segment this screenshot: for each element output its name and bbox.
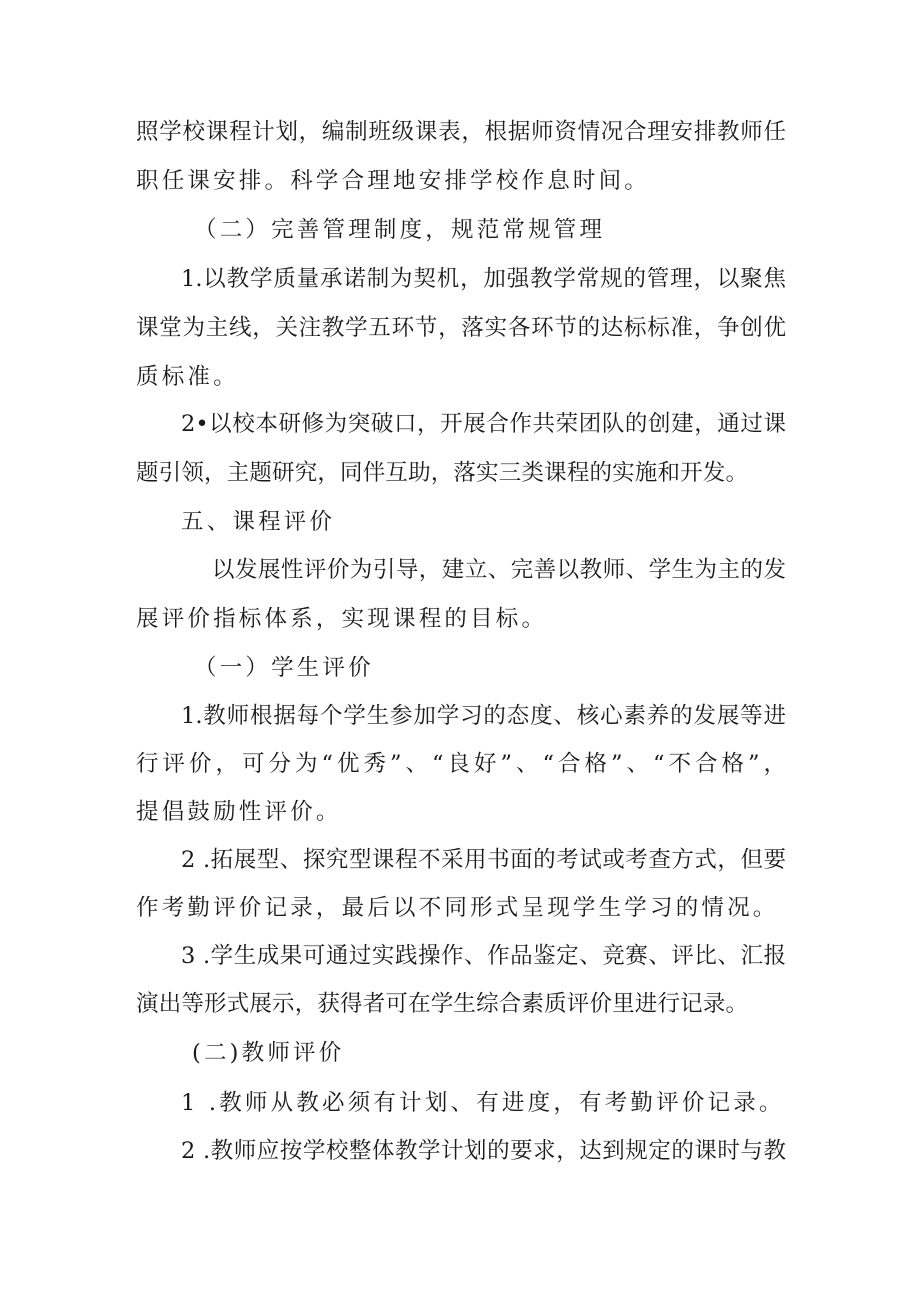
paragraph-line: 3 .学生成果可通过实践操作、作品鉴定、竞赛、评比、汇报 [181,943,786,969]
paragraph-line: 2•以校本研修为突破口，开展合作共荣团队的创建，通过课 [181,411,786,437]
paragraph-line: 作考勤评价记录，最后以不同形式呈现学生学习的情况。 [136,895,779,921]
paragraph-line: 照学校课程计划，编制班级课表，根据师资情况合理安排教师任 [136,119,786,145]
paragraph-line: 职任课安排。科学合理地安排学校作息时间。 [136,168,651,194]
paragraph-line: 演出等形式展示，获得者可在学生综合素质评价里进行记录。 [136,991,748,1017]
paragraph-line: 课堂为主线，关注教学五环节，落实各环节的达标标准，争创优 [136,315,786,341]
section-heading: 五、课程评价 [181,509,336,535]
paragraph-line: 题引领，主题研究，同伴互助，落实三类课程的实施和开发。 [136,460,748,486]
paragraph-line: 2 .拓展型、探究型课程不采用书面的考试或考查方式，但要 [181,847,786,873]
subsection-heading: （一）学生评价 [194,655,374,681]
paragraph-line: 1 .教师从教必须有计划、有进度，有考勤评价记录。 [181,1090,785,1116]
subsection-heading: (二)教师评价 [192,1040,345,1066]
paragraph-line: 提倡鼓励性评价。 [136,799,342,825]
paragraph-line: 2 .教师应按学校整体教学计划的要求，达到规定的课时与教 [181,1138,786,1164]
paragraph-line: 展评价指标体系，实现课程的目标。 [136,606,548,632]
paragraph-line: 1.教师根据每个学生参加学习的态度、核心素养的发展等进 [181,703,786,729]
subsection-heading: （二）完善管理制度，规范常规管理 [194,217,606,243]
paragraph-line: 质标准。 [136,364,239,390]
paragraph-line: 以发展性评价为引导，建立、完善以教师、学生为主的发 [212,557,786,583]
paragraph-line: 1.以教学质量承诺制为契机，加强教学常规的管理，以聚焦 [181,266,786,292]
paragraph-line: 行评价，可分为“优秀”、“良好”、“合格”、“不合格”， [136,751,786,777]
